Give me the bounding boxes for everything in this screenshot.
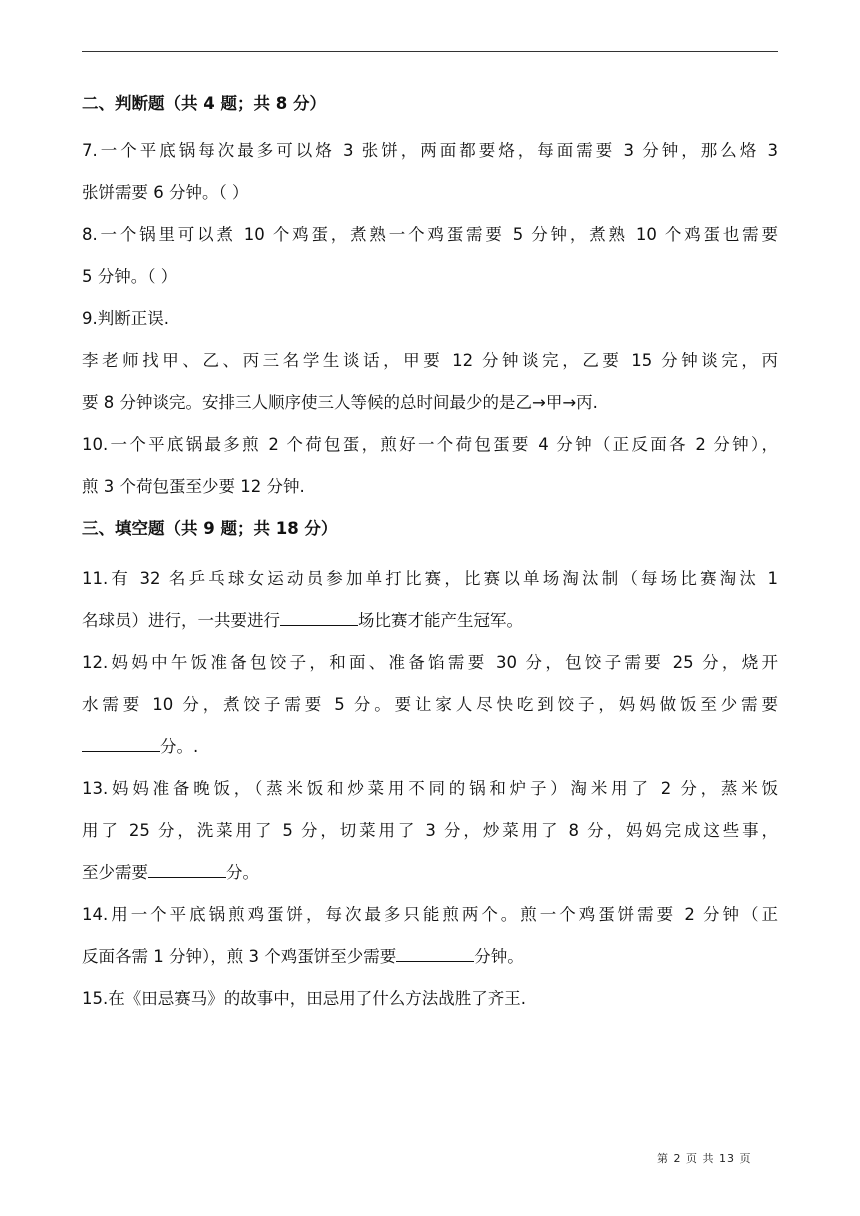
question-13 — [82, 768, 778, 894]
question-9 — [82, 298, 778, 424]
question-12-line-1: 12.妈妈中午饭准备包饺子，和面、准备馅需要 30 分，包饺子需要 25 分，烧开 — [82, 653, 778, 672]
header-rule — [82, 51, 778, 52]
question-15 — [82, 978, 778, 1020]
question-13-text-after: 分。 — [226, 863, 259, 882]
question-12-text-after: 分。. — [160, 737, 199, 756]
question-14-text-before: 反面各需 1 分钟），煎 3 个鸡蛋饼至少需要 — [82, 947, 397, 966]
question-12-line-3 — [82, 726, 778, 768]
section-heading-judgement: 二、判断题（共 4 题；共 8 分） — [82, 94, 326, 113]
question-8-line-2: 5 分钟。（ ） — [82, 267, 178, 286]
question-10 — [82, 424, 778, 508]
question-14 — [82, 894, 778, 978]
question-11 — [82, 558, 778, 642]
question-11-text-before: 名球员）进行，一共要进行 — [82, 611, 280, 630]
answer-blank-11[interactable] — [280, 609, 358, 626]
page-number: 第 2 页 共 13 页 — [657, 1152, 752, 1165]
document-body — [82, 83, 778, 1020]
question-9-line-1: 9.判断正误. — [82, 309, 169, 328]
question-13-line-3 — [82, 852, 778, 894]
section-heading-fill-in: 三、填空题（共 9 题；共 18 分） — [82, 519, 338, 538]
question-7-line-1: 7.一个平底锅每次最多可以烙 3 张饼，两面都要烙，每面需要 3 分钟，那么烙 3 — [82, 141, 778, 160]
question-8-line-1: 8.一个锅里可以煮 10 个鸡蛋，煮熟一个鸡蛋需要 5 分钟，煮熟 10 个鸡蛋也需要 — [82, 225, 778, 244]
question-11-line-2 — [82, 600, 778, 642]
question-14-line-2 — [82, 936, 778, 978]
question-11-line-1: 11.有 32 名乒乓球女运动员参加单打比赛，比赛以单场淘汰制（每场比赛淘汰 1 — [82, 569, 778, 588]
answer-blank-13[interactable] — [148, 861, 226, 878]
question-13-line-1: 13.妈妈准备晚饭，（蒸米饭和炒菜用不同的锅和炉子）淘米用了 2 分，蒸米饭 — [82, 779, 778, 798]
answer-blank-12[interactable] — [82, 735, 160, 752]
question-10-line-1: 10.一个平底锅最多煎 2 个荷包蛋，煎好一个荷包蛋要 4 分钟（正反面各 2 分钟）， — [82, 435, 778, 454]
question-12 — [82, 642, 778, 768]
question-7 — [82, 130, 778, 214]
question-10-line-2: 煎 3 个荷包蛋至少要 12 分钟. — [82, 477, 305, 496]
question-13-line-2: 用了 25 分，洗菜用了 5 分，切菜用了 3 分，炒菜用了 8 分，妈妈完成这些事， — [82, 821, 778, 840]
answer-blank-14[interactable] — [396, 945, 474, 962]
question-15-line-1: 15.在《田忌赛马》的故事中，田忌用了什么方法战胜了齐王. — [82, 989, 526, 1008]
question-14-line-1: 14.用一个平底锅煎鸡蛋饼，每次最多只能煎两个。煎一个鸡蛋饼需要 2 分钟（正 — [82, 905, 778, 924]
question-13-text-before: 至少需要 — [82, 863, 148, 882]
question-9-line-2: 李老师找甲、乙、丙三名学生谈话，甲要 12 分钟谈完，乙要 15 分钟谈完，丙 — [82, 351, 778, 370]
question-12-line-2: 水需要 10 分，煮饺子需要 5 分。要让家人尽快吃到饺子，妈妈做饭至少需要 — [82, 695, 778, 714]
question-11-text-after: 场比赛才能产生冠军。 — [358, 611, 523, 630]
question-7-line-2: 张饼需要 6 分钟。（ ） — [82, 183, 249, 202]
question-8 — [82, 214, 778, 298]
question-9-line-3: 要 8 分钟谈完。安排三人顺序使三人等候的总时间最少的是乙→甲→丙. — [82, 393, 598, 412]
question-14-text-after: 分钟。 — [474, 947, 524, 966]
